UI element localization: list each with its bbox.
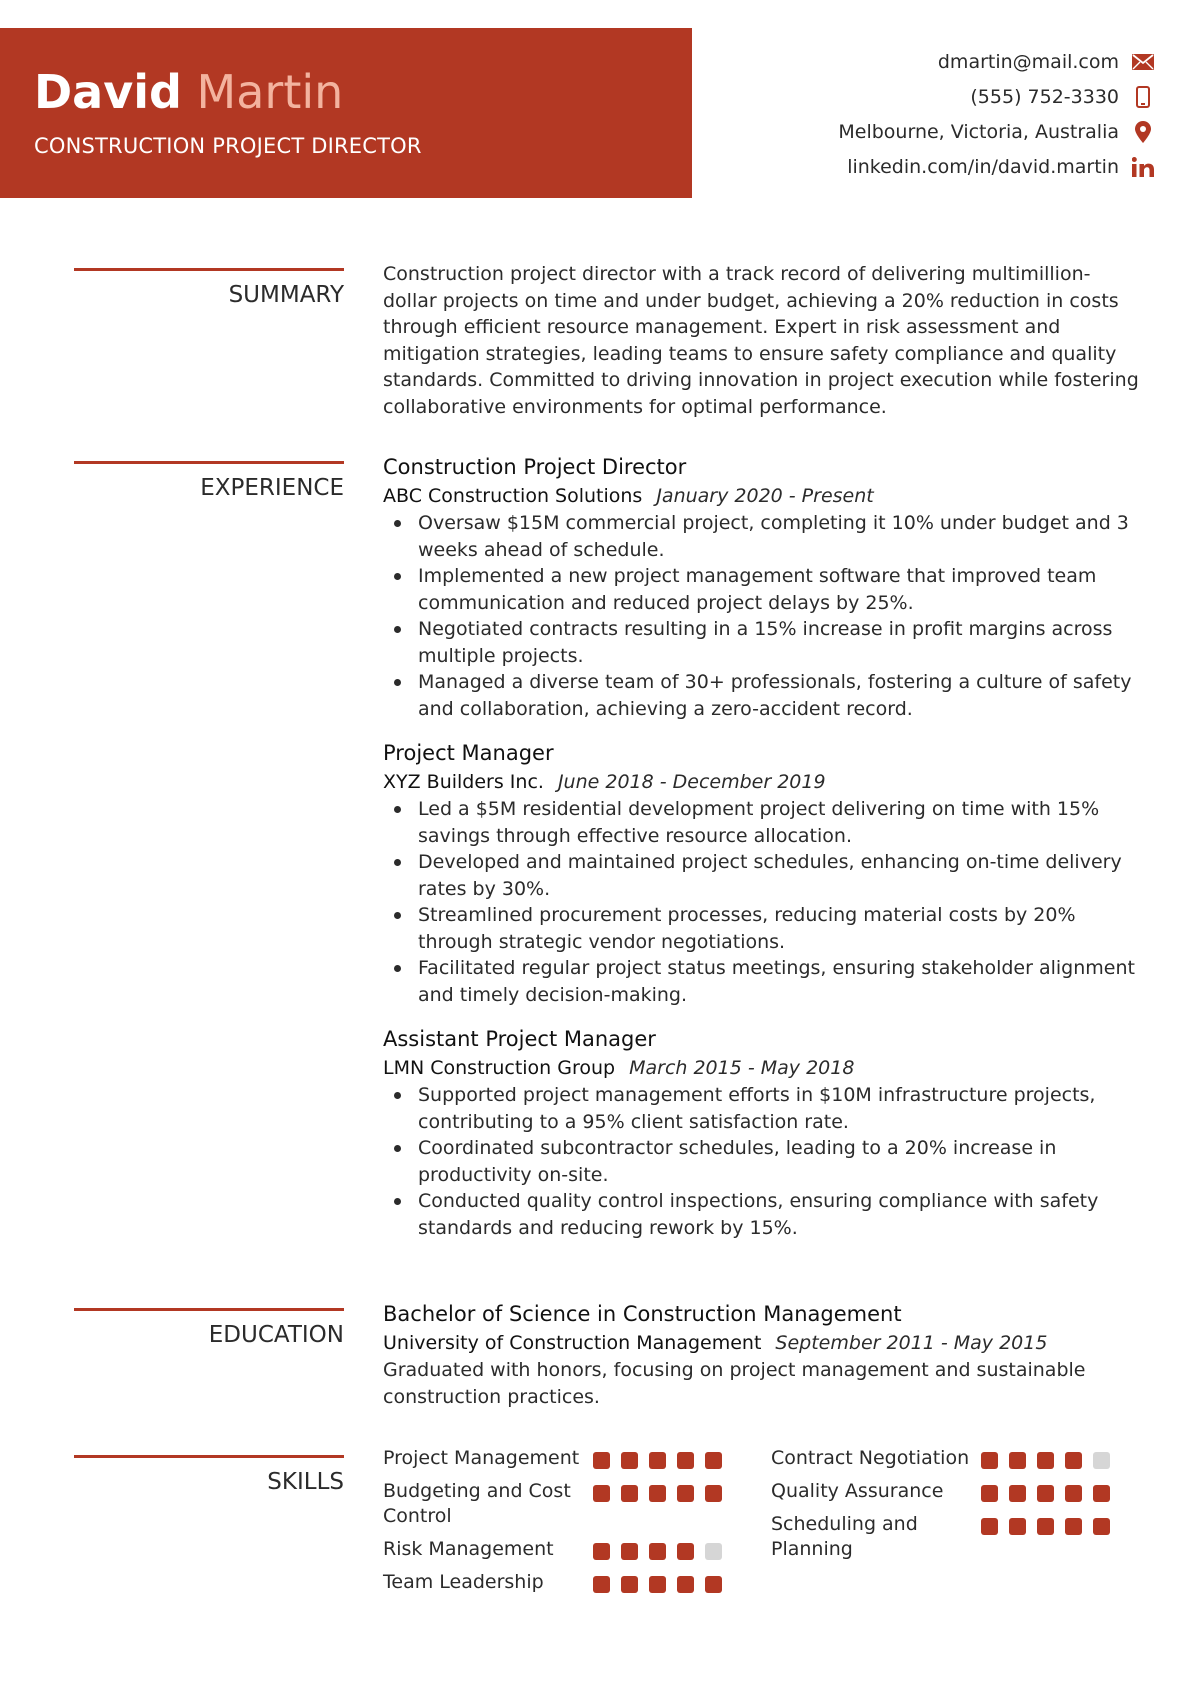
job-dates: January 2020 - Present [656, 485, 874, 507]
skill-dot-filled [981, 1485, 998, 1502]
phone-text[interactable]: (555) 752-3330 [970, 85, 1119, 108]
linkedin-text[interactable]: linkedin.com/in/david.martin [847, 155, 1119, 178]
skill-dot-filled [593, 1452, 610, 1469]
last-name: Martin [196, 65, 344, 119]
skill-dot-filled [1009, 1485, 1026, 1502]
job-bullet: Implemented a new project management software that improved team communication and reduced project delays by 25%. [383, 563, 1143, 616]
contact-email[interactable] [735, 44, 1155, 79]
job-title: Assistant Project Manager [383, 1027, 656, 1051]
envelope-icon [1131, 50, 1155, 74]
skill-dot-filled [677, 1576, 694, 1593]
job-bullet: Led a $5M residential development project delivering on time with 15% savings through effective resource allocation. [383, 796, 1143, 849]
skill-dot-filled [1065, 1452, 1082, 1469]
job-bullets [383, 1082, 1143, 1241]
skill-row [383, 1479, 753, 1529]
skill-dot-filled [621, 1452, 638, 1469]
skill-dot-empty [1093, 1452, 1110, 1469]
education-description: Graduated with honors, focusing on project management and sustainable construction practices. [383, 1359, 1086, 1408]
experience-list [383, 452, 1143, 1257]
first-name: David [34, 65, 182, 119]
skill-name: Budgeting and Cost Control [383, 1480, 571, 1527]
skill-dot-filled [649, 1576, 666, 1593]
skill-name: Scheduling and Planning [771, 1513, 918, 1560]
skill-name: Project Management [383, 1447, 580, 1469]
job-entry [383, 452, 1143, 722]
skill-rating [981, 1512, 1121, 1535]
job-company: ABC Construction Solutions [383, 485, 643, 507]
skill-dot-filled [649, 1543, 666, 1560]
job-entry [383, 738, 1143, 1008]
skill-row [383, 1446, 753, 1471]
job-org-line [383, 1054, 1143, 1082]
skill-dot-filled [1037, 1452, 1054, 1469]
education-dates: September 2011 - May 2015 [775, 1332, 1048, 1354]
job-bullet: Oversaw $15M commercial project, completing it 10% under budget and 3 weeks ahead of schedule. [383, 510, 1143, 563]
skill-dot-filled [677, 1452, 694, 1469]
skill-dot-filled [1065, 1485, 1082, 1502]
skill-dot-filled [621, 1543, 638, 1560]
skill-dot-filled [1009, 1452, 1026, 1469]
skill-dot-filled [1065, 1518, 1082, 1535]
location-text: Melbourne, Victoria, Australia [838, 120, 1119, 143]
skill-dot-filled [705, 1452, 722, 1469]
job-bullet: Coordinated subcontractor schedules, leading to a 20% increase in productivity on-site. [383, 1135, 1143, 1188]
contact-block [735, 44, 1155, 184]
candidate-name [34, 64, 343, 120]
summary-text: Construction project director with a track record of delivering multimillion-dollar projects on time and under budget, achieving a 20% reduction in costs through efficient resource management. Expert in risk assessment and mitigation strategies, leading teams to ensure safety compliance and quality standards. Committed to driving innovation in project execution while fostering collaborative environments for optimal performance. [383, 263, 1139, 418]
skill-dot-filled [677, 1543, 694, 1560]
skill-dot-filled [1037, 1518, 1054, 1535]
linkedin-icon [1131, 155, 1155, 179]
section-label-education: EDUCATION [74, 1308, 344, 1349]
skill-dot-filled [593, 1485, 610, 1502]
skill-name: Quality Assurance [771, 1480, 944, 1502]
skill-dot-filled [621, 1485, 638, 1502]
job-bullet: Supported project management efforts in $10M infrastructure projects, contributing to a 95% client satisfaction rate. [383, 1082, 1143, 1135]
skill-dot-filled [593, 1543, 610, 1560]
job-dates: June 2018 - December 2019 [557, 771, 826, 793]
skill-rating [593, 1479, 733, 1502]
contact-phone[interactable] [735, 79, 1155, 114]
skill-dot-filled [1037, 1485, 1054, 1502]
skill-row [771, 1446, 1141, 1471]
map-pin-icon [1131, 120, 1155, 144]
job-bullet: Streamlined procurement processes, reducing material costs by 20% through strategic vendor negotiations. [383, 902, 1143, 955]
job-bullet: Developed and maintained project schedules, enhancing on-time delivery rates by 30%. [383, 849, 1143, 902]
skills-column-left [383, 1446, 753, 1603]
skills-column-right [771, 1446, 1141, 1570]
skill-dot-filled [705, 1576, 722, 1593]
contact-linkedin[interactable] [735, 149, 1155, 184]
skill-row [771, 1512, 1141, 1562]
skill-rating [981, 1446, 1121, 1469]
skill-name: Contract Negotiation [771, 1447, 970, 1469]
job-bullet: Conducted quality control inspections, ensuring compliance with safety standards and reducing rework by 15%. [383, 1188, 1143, 1241]
job-entry [383, 1024, 1143, 1241]
skill-rating [593, 1537, 733, 1560]
job-bullet: Facilitated regular project status meetings, ensuring stakeholder alignment and timely decision-making. [383, 955, 1143, 1008]
job-company: LMN Construction Group [383, 1057, 616, 1079]
skill-dot-filled [981, 1518, 998, 1535]
contact-location [735, 114, 1155, 149]
headline-title: CONSTRUCTION PROJECT DIRECTOR [34, 134, 422, 158]
skill-dot-filled [649, 1452, 666, 1469]
skill-dot-filled [1093, 1485, 1110, 1502]
education-org-line [383, 1329, 1143, 1357]
skill-dot-filled [621, 1576, 638, 1593]
section-label-summary: SUMMARY [74, 268, 344, 309]
job-dates: March 2015 - May 2018 [629, 1057, 855, 1079]
skill-name: Risk Management [383, 1538, 554, 1560]
email-text[interactable]: dmartin@mail.com [937, 50, 1119, 73]
education-entry [383, 1299, 1143, 1410]
skill-name: Team Leadership [383, 1571, 544, 1593]
job-title: Construction Project Director [383, 455, 687, 479]
education-degree: Bachelor of Science in Construction Management [383, 1302, 902, 1326]
skill-dot-filled [1009, 1518, 1026, 1535]
section-label-skills: SKILLS [74, 1455, 344, 1496]
skill-dot-filled [677, 1485, 694, 1502]
skill-rating [593, 1570, 733, 1593]
job-bullet: Managed a diverse team of 30+ professionals, fostering a culture of safety and collaboration, achieving a zero-accident record. [383, 669, 1143, 722]
skill-row [383, 1537, 753, 1562]
phone-icon [1131, 85, 1155, 109]
job-bullets [383, 796, 1143, 1008]
job-org-line [383, 482, 1143, 510]
job-bullets [383, 510, 1143, 722]
skill-rating [593, 1446, 733, 1469]
skill-dot-filled [981, 1452, 998, 1469]
skill-dot-filled [593, 1576, 610, 1593]
skill-row [383, 1570, 753, 1595]
job-company: XYZ Builders Inc. [383, 771, 544, 793]
section-label-experience: EXPERIENCE [74, 461, 344, 502]
skill-rating [981, 1479, 1121, 1502]
skill-dot-filled [649, 1485, 666, 1502]
job-bullet: Negotiated contracts resulting in a 15% increase in profit margins across multiple projects. [383, 616, 1143, 669]
skill-dot-empty [705, 1543, 722, 1560]
education-school: University of Construction Management [383, 1332, 762, 1354]
job-title: Project Manager [383, 741, 554, 765]
skill-dot-filled [1093, 1518, 1110, 1535]
skill-dot-filled [705, 1485, 722, 1502]
job-org-line [383, 768, 1143, 796]
skill-row [771, 1479, 1141, 1504]
